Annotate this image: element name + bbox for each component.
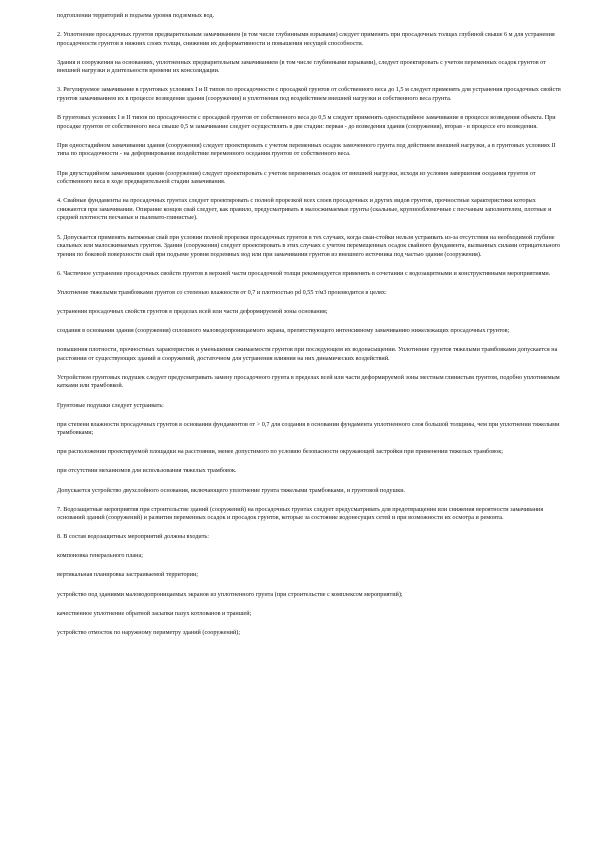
- paragraph: Допускается устройство двухслойного основания, включающего уплотнение грунта тяжелыми трамбовками, и грунтовой подушки.: [57, 486, 406, 494]
- paragraph: при расположении проектируемой площадки на расстоянии, менее допустимого по условию безопасности окружающей застройки при применении тяжелых трамбовок;: [57, 448, 503, 456]
- paragraph: 2. Уплотнение просадочных грунтов предварительным замачиванием (в том числе глубинными взрывами) следует применять при просадочных толщах глубиной свыше 6 м для устранения просадочности грунтов в нижних слоях толщи, снижения их деформативности и повышения несущей способности.: [57, 31, 555, 47]
- paragraph: 5. Допускается применять вытяжные свай при условии полной прорезки просадочных грунтов в тех случаях, когда сваи-стойки нельзя устраивать из-за отсутствия на необходимой глубине скальных или малосжимаемых грунтов. Здания (сооружения) следует проектировать в этих случаях с учетом перемещенных осадок свайного фундамента, вызванных силами отрицательного трения по боковой поверхности свай при подъеме уровня подземных вод или при замачивании грунтов из внешнего источника под частью здания (сооружения).: [57, 233, 561, 258]
- paragraph: 7. Водозащитные мероприятия при строительстве зданий (сооружений) на просадочных грунтах следует предусматривать для предотвращения или снижения вероятности замачивания оснований зданий (сооружений) и развития переменных осадок и просадок грунтов, которые за состояние водонесущих сетей и при возможности их осмотра и ремонта.: [57, 505, 544, 522]
- paragraph: При одностадийном замачивании здания (сооружения) следует проектировать с учетом переменных осадок замоченного грунта под действием внешней нагрузки, а в грунтовых условиях II типа по просадочности - на деформирование воздействие переменного оседания грунтов от собственного веса.: [57, 141, 556, 158]
- paragraph: Грунтовые подушки следует устраивать:: [57, 401, 164, 409]
- paragraph: при отсутствии механизмов для использования тяжелых трамбовок.: [57, 467, 237, 475]
- paragraph: вертикальная планировка застраиваемой территории;: [57, 571, 198, 579]
- paragraph: компоновка генерального плана;: [57, 552, 143, 560]
- paragraph: качественное уплотнение обратной засыпки пазух котлованов и траншей;: [57, 609, 252, 617]
- paragraph: 8. В состав водозащитных мероприятий должны входить:: [57, 533, 209, 541]
- paragraph: создания в основании здания (сооружения) сплошного маловодопроницаемого экрана, препятствующего интенсивному замачиванию нижележащих просадочных грунтов;: [57, 327, 510, 335]
- paragraph: 3. Регулируемое замачивание в грунтовых условиях I и II типов по просадочности с просадкой грунтов от собственного веса до 1,5 м следует применять для устранения просадочных свойств грунтов замачиванием их в процессе возведения здания (сооружения) и уплотнения под воздействием внешней нагрузки и собственного веса грунта.: [57, 86, 561, 103]
- paragraph: В грунтовых условиях I и II типов по просадочности с просадкой грунтов от собственного веса до 0,5 м следует применять одностадийное замачивание в процессе возведения объекта. При просадке грунтов от собственного веса свыше 0,5 м замачивание следует осуществлять в две стадии: первая - до возведения здания (сооружения), вторая - в процессе его возведения.: [57, 114, 556, 130]
- paragraph: При двухстадийном замачивании здания (сооружения) следует проектировать с учетом переменных осадок от внешней нагрузки, исходя из условия завершения оседания грунтов от собственного веса в ходе предварительной стадии замачивания.: [57, 169, 536, 186]
- paragraph: при степени влажности просадочных грунтов в основании фундаментов от > 0,7 для создания в основании фундамента уплотненного слоя большой толщины, чем при уплотнении тяжелыми трамбовками;: [57, 420, 560, 437]
- paragraph: Устройством грунтовых подушек следует предусматривать замену просадочного грунта в пределах всей или части деформируемой зоны местным глинистым грунтом, подобно уплотняемым катками или трамбовкой.: [57, 373, 560, 390]
- paragraph: 4. Свайные фундаменты на просадочных грунтах следует проектировать с полной прорезкой всех слоев просадочных и других видов грунтов, прочностные характеристики которых снижаются при замачивании. Опирание концов свай следует, как правило, предусматривать в малосжимаемые грунты (скальные, крупнообломочные с песчаным заполнителем, плотные и средней плотности песчаные и пылевато-глинистые).: [57, 197, 552, 222]
- paragraph: подтоплении территорий и подъема уровня подземных вод.: [57, 12, 215, 19]
- paragraph: устройство отмосток по наружному периметру зданий (сооружений);: [57, 628, 241, 636]
- paragraph: устройство под зданиями маловодопроницаемых экранов из уплотненного грунта (при строительстве с комплексом мероприятий);: [57, 590, 403, 598]
- paragraph: повышения плотности, прочностных характеристик и уменьшения сжимаемости грунтов при последующем их водонасыщении. Уплотнение грунтов тяжелыми трамбовками допускается на расстоянии от существующих зданий и сооружений, достаточном для устранения влияния на них динамических воздействий.: [57, 346, 558, 362]
- paragraph: устранения просадочных свойств грунтов в пределах всей или части деформируемой зоны основания;: [57, 307, 328, 315]
- paragraph: Уплотнение тяжелыми трамбовками грунтов со степенью влажности от 0,7 и плотностью pd 0,55 т/м3 производится в целях:: [57, 288, 387, 296]
- paragraph: Здания и сооружения на основаниях, уплотненных предварительным замачиванием (в том числе глубинными взрывами), следует проектировать с учетом переменных осадок грунтов от внешней нагрузки и длительности времени их консолидации.: [57, 58, 546, 75]
- paragraph: 6. Частичное устранение просадочных свойств грунтов в верхней части просадочной толщи рекомендуется применять в сочетании с водозащитными и конструктивными мероприятиями.: [57, 269, 551, 277]
